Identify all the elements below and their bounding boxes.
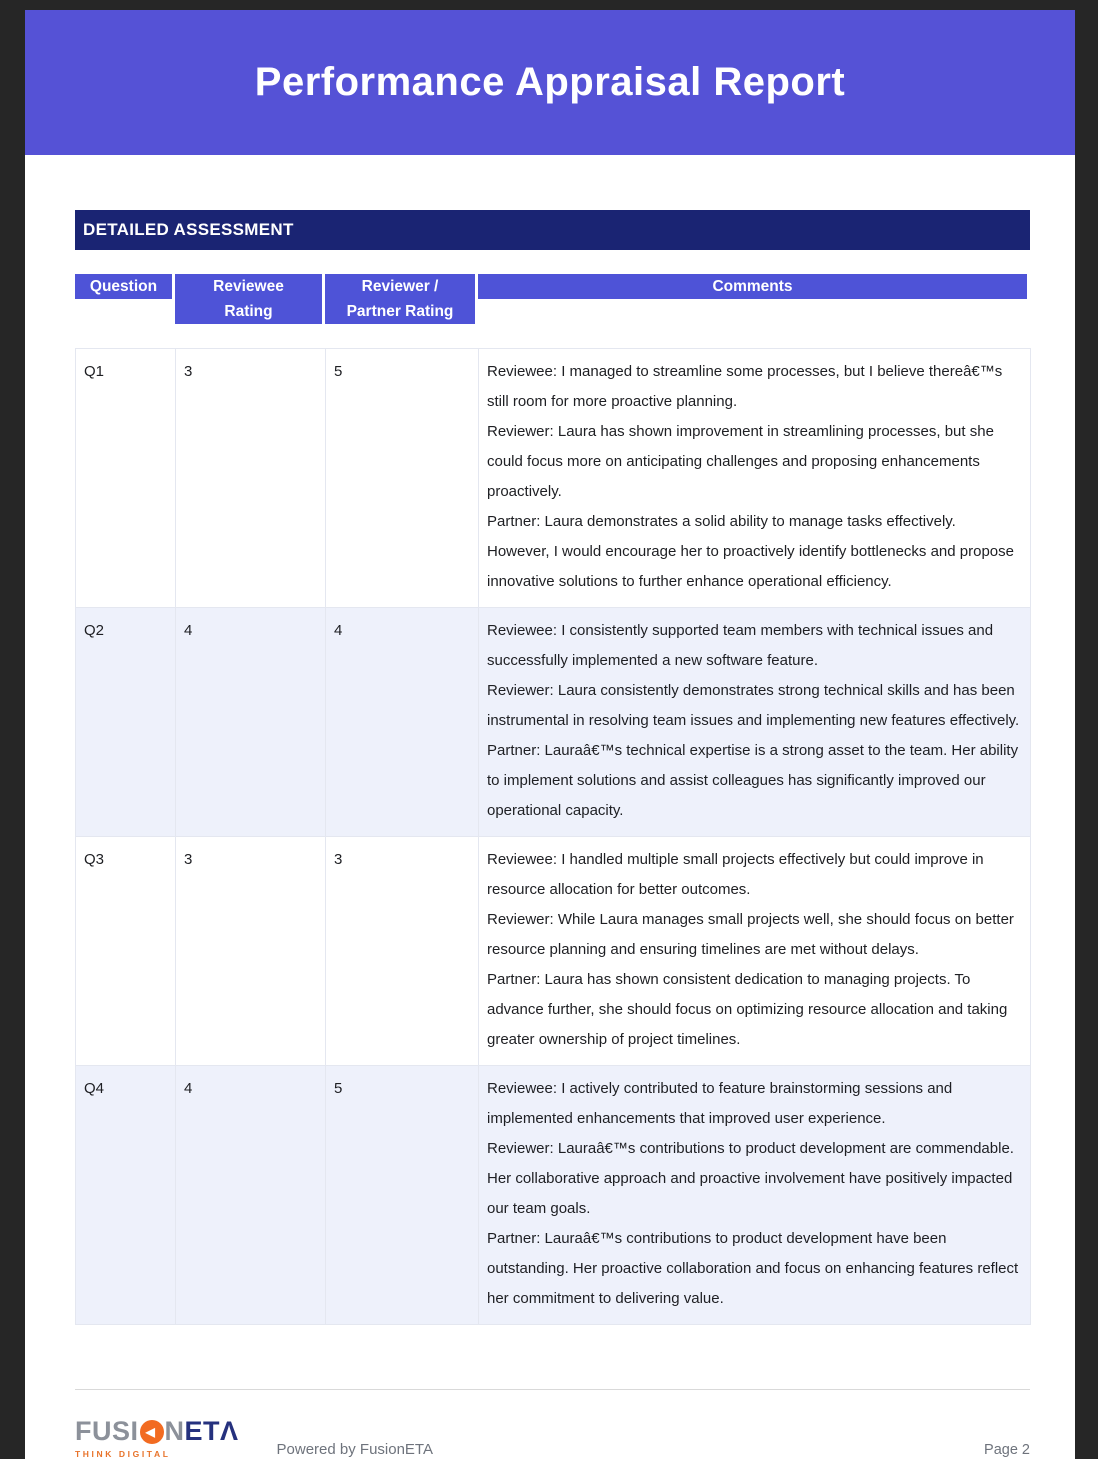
column-header-line: Reviewer /	[361, 278, 439, 295]
question-cell: Q1	[76, 349, 176, 608]
comments-cell	[479, 608, 1031, 837]
reviewer-partner-rating-cell: 5	[326, 349, 479, 608]
fusioneta-logo-wordmark	[75, 1418, 239, 1445]
comments-cell	[479, 837, 1031, 1066]
page-footer	[75, 1418, 1030, 1459]
section-title: DETAILED ASSESSMENT	[75, 210, 1030, 250]
comment-reviewee: Reviewee: I consistently supported team members with technical issues and successfully implemented a new software feature.	[487, 622, 994, 669]
logo-text-fusi: FUSI	[75, 1416, 139, 1446]
comment-partner: Partner: Laura demonstrates a solid ability to manage tasks effectively. However, I would encourage her to proactively identify bottlenecks and propose innovative solutions to further enhance operational efficiency.	[487, 513, 1014, 590]
comment-reviewee: Reviewee: I managed to streamline some processes, but I believe thereâ€™s still room for more proactive planning.	[487, 363, 1003, 410]
comment-reviewer: Reviewer: Laura has shown improvement in streamlining processes, but she could focus more on anticipating challenges and proposing enhancements proactively.	[487, 423, 994, 500]
table-row	[76, 837, 1031, 1066]
question-cell: Q2	[76, 608, 176, 837]
comment-reviewer: Reviewer: While Laura manages small projects well, she should focus on better resource planning and ensuring timelines are met without delays.	[487, 911, 1014, 958]
page-content	[25, 210, 1075, 1459]
comments-cell	[479, 1066, 1031, 1325]
comment-partner: Partner: Laura has shown consistent dedication to managing projects. To advance further, she should focus on optimizing resource allocation and taking greater ownership of project timelines.	[487, 971, 1008, 1048]
logo-tagline: THINK DIGITAL	[75, 1449, 171, 1459]
comment-reviewer: Reviewer: Laura consistently demonstrates strong technical skills and has been instrumental in resolving team issues and implementing new features effectively.	[487, 682, 1020, 729]
reviewee-rating-cell: 3	[176, 837, 326, 1066]
footer-divider	[75, 1389, 1030, 1390]
table-row	[76, 1066, 1031, 1325]
powered-by-text: Powered by FusionETA	[276, 1440, 433, 1458]
comment-partner: Partner: Lauraâ€™s technical expertise is a strong asset to the team. Her ability to implement solutions and assist colleagues has significantly improved our operational capacity.	[487, 742, 1019, 819]
fusioneta-logo	[75, 1418, 239, 1459]
reviewee-rating-cell: 3	[176, 349, 326, 608]
comment-reviewee: Reviewee: I actively contributed to feature brainstorming sessions and implemented enhancements that improved user experience.	[487, 1080, 953, 1127]
question-cell: Q3	[76, 837, 176, 1066]
assessment-table	[75, 348, 1031, 1325]
comment-reviewer: Reviewer: Lauraâ€™s contributions to product development are commendable. Her collaborative approach and proactive involvement have positively impacted our team goals.	[487, 1140, 1014, 1217]
reviewer-partner-rating-cell: 3	[326, 837, 479, 1066]
reviewer-partner-rating-cell: 5	[326, 1066, 479, 1325]
column-header-reviewer-partner-rating	[325, 274, 475, 324]
column-header-line: Comments	[712, 278, 793, 295]
orange-circle-arrow-icon: ◀	[140, 1420, 164, 1444]
column-header-reviewee-rating	[175, 274, 322, 324]
page-title: Performance Appraisal Report	[254, 60, 846, 104]
report-header-banner	[25, 10, 1075, 155]
comments-cell	[479, 349, 1031, 608]
comment-partner: Partner: Lauraâ€™s contributions to product development have been outstanding. Her proactive collaboration and focus on enhancing features reflect her commitment to delivering value.	[487, 1230, 1019, 1307]
reviewer-partner-rating-cell: 4	[326, 608, 479, 837]
comment-reviewee: Reviewee: I handled multiple small projects effectively but could improve in resource allocation for better outcomes.	[487, 851, 984, 898]
column-header-question	[75, 274, 172, 299]
column-header-comments	[478, 274, 1027, 299]
logo-text-eta: ETΛ	[184, 1416, 239, 1446]
column-header-line: Reviewee	[213, 278, 284, 295]
reviewee-rating-cell: 4	[176, 1066, 326, 1325]
document-page	[25, 10, 1075, 1459]
page-number: Page 2	[984, 1441, 1030, 1458]
logo-text-n: N	[164, 1416, 185, 1446]
column-header-line: Rating	[224, 303, 273, 320]
table-header-row	[75, 274, 1030, 324]
column-header-line: Partner Rating	[346, 303, 454, 320]
table-row	[76, 349, 1031, 608]
table-row	[76, 608, 1031, 837]
reviewee-rating-cell: 4	[176, 608, 326, 837]
question-cell: Q4	[76, 1066, 176, 1325]
column-header-line: Question	[89, 278, 158, 295]
